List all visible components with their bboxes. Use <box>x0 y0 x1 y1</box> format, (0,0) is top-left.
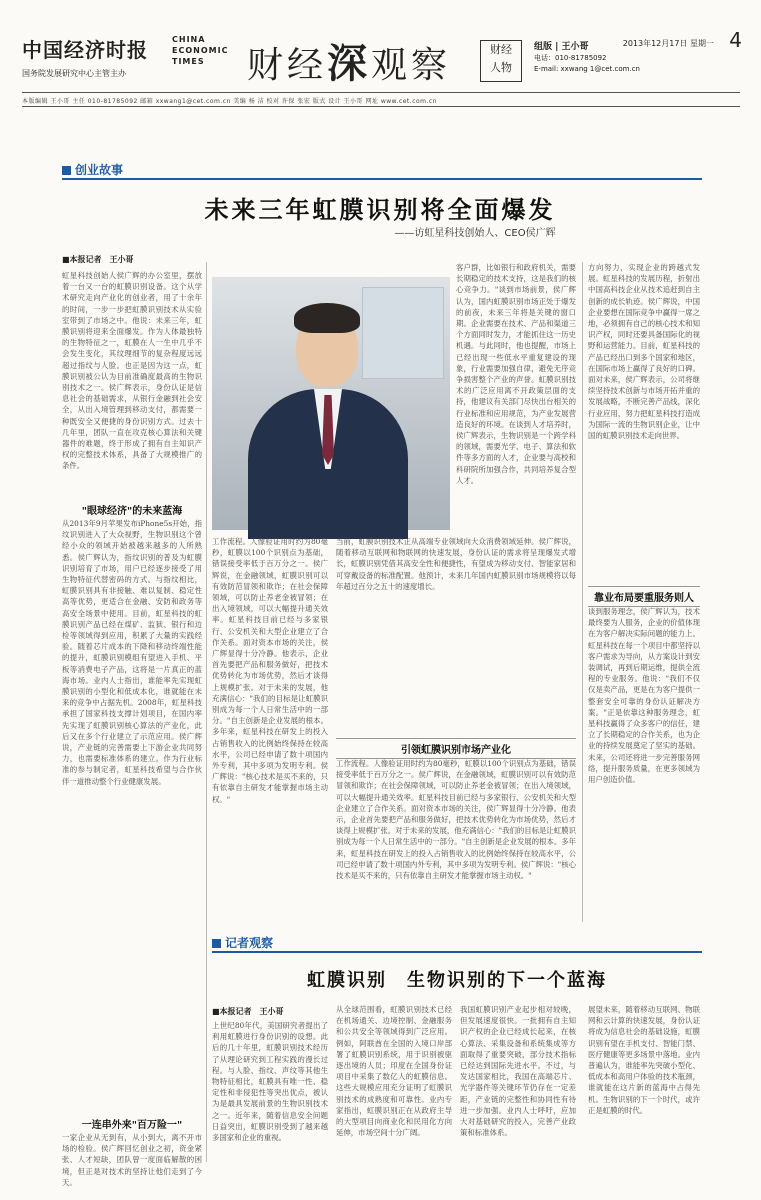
paper-english-name <box>172 34 252 67</box>
interviewee-photo <box>212 277 450 530</box>
story1-column-4b: 谈到服务理念，侯广辉认为，技术最终要为人服务，企业的价值体现在为客户解决实际问题的能力上。虹星科技在每一个项目中都坚持以客户需求为导向，从方案设计到安装调试，再到后期运维，提供全流程的专业服务。他说："我们不仅仅是卖产品，更是在为客户提供一整套安全可靠的身份认证解决方案。"正是依靠这种服务理念，虹星科技赢得了众多客户的信任，建立了长期稳定的合作关系，也为企业的持续发展奠定了坚实的基础。未来，公司还将进一步完善服务网络，提升服务质量，在更多领域为用户创造价值。 <box>588 607 700 785</box>
story1-subheading-2: 一连串外来"百万险一" <box>81 1120 183 1131</box>
story1-headline: 未来三年虹膜识别将全面爆发 <box>204 195 556 224</box>
story1-column-3-bottom: 工作流程。人像验证用时约为80毫秒，虹膜以100个识别点为基础，错误接受率低于百万分之一。侯广辉说，在金融领域，虹膜识别可以有效防范冒领和欺诈；在社会保障领域，可以防止养老金被冒领；在出入境领域，可以大幅提升通关效率。虹星科技目前已经与多家银行、公安机关和大型企业建立了合作关系。面对资本市场的关注，侯广辉显得十分冷静。他表示，企业首先要把产品和服务做好，把技术优势转化为市场优势，然后才谈得上规模扩张。对于未来的发展，他充满信心："我们的目标是让虹膜识别成为每一个人日常生活中的一部分。"自主创新是企业发展的根本。多年来，虹星科技在研发上的投入占销售收入的比例始终保持在较高水平，公司已经申请了数十项国内外专利，其中多项为发明专利。侯广辉说："核心技术是买不来的，只有依靠自主研发才能掌握市场主动权。" <box>336 759 576 881</box>
column-divider <box>206 262 207 1162</box>
paper-en-line-3: TIMES <box>172 57 205 66</box>
square-icon <box>212 939 221 948</box>
story2-headline: 虹膜识别 生物识别的下一个蓝海 <box>307 970 607 991</box>
story1-byline: ■本报记者 王小哥 <box>62 255 134 264</box>
section-title-highlight: 深 <box>327 40 372 87</box>
story2-column-label <box>212 934 273 951</box>
square-icon <box>62 166 71 175</box>
paper-en-line-1: CHINA <box>172 35 206 44</box>
story1-column-2: 工作流程。人像验证用时约为80毫秒，虹膜以100个识别点为基础，错误接受率低于百万分之一。侯广辉说，在金融领域，虹膜识别可以有效防范冒领和欺诈；在社会保障领域，可以防止养老金被冒领；在出入境领域，可以大幅提升通关效率。虹星科技目前已经与多家银行、公安机关和大型企业建立了合作关系。面对资本市场的关注，侯广辉显得十分冷静。他表示，企业首先要把产品和服务做好，把技术优势转化为市场优势，然后才谈得上规模扩张。对于未来的发展，他充满信心："我们的目标是让虹膜识别成为每一个人日常生活中的一部分。"自主创新是企业发展的根本。多年来，虹星科技在研发上的投入占销售收入的比例始终保持在较高水平，公司已经申请了数十项国内外专利，其中多项为发明专利。侯广辉说："核心技术是买不来的，只有依靠自主研发才能掌握市场主动权。" <box>212 537 328 804</box>
contact-strip: 本版编辑 王小哥 主任 010-81785092 邮箱 xxwang1@cet.com.cn 美编 杨 洁 校对 许保 张宏 版式 设计 王小哥 网址 www.cet.com.cn <box>22 98 438 105</box>
story1-column-label <box>62 161 123 178</box>
contact-rule <box>22 106 740 107</box>
story1-subheading-4: 靠业布局要重服务则人 <box>588 586 700 607</box>
story1-column-1a: 虹星科技创始人侯广辉的办公室里，摆放着一台又一台的虹膜识别设备。这个从学术研究走向产业化的创业者，用了十余年的时间，一步一步把虹膜识别技术从实验室带到了市场之中。他说：未来三年，虹膜识别将迎来全面爆发。作为人体最独特的生物特征之一，虹膜在人一生中几乎不会发生变化，其纹理细节的复杂程度远远超过指纹与人脸。也正是因为这一点，虹膜识别被公认为目前准确度最高的生物识别技术之一。侯广辉表示，身份认证是信息社会的基础需求，从银行金融到社会安全，从出入境管理到移动支付，都需要一种既安全又便捷的身份识别方式。过去十几年里，团队一直在攻克核心算法和关键器件的难题，终于形成了拥有自主知识产权的完整技术体系，具备了大规模推广的条件。 <box>62 271 202 471</box>
story1-column-1c: 一家企业从无到有，从小到大，离不开市场的检验。侯广辉回忆创业之初，资金紧张、人才短缺，团队曾一度面临解散的困境，但正是对技术的坚持让他们走到了今天。 <box>62 1133 202 1187</box>
section-title-part-2: 观察 <box>371 45 452 86</box>
editor-email: E-mail: xxwang 1@cet.com.cn <box>534 65 640 73</box>
story2-label-rule <box>212 951 702 953</box>
story1-subheading-3: 引领虹膜识别市场产业化 <box>336 738 576 759</box>
paper-en-line-2: ECONOMIC <box>172 46 229 55</box>
section-title-part-1: 财经 <box>247 45 328 86</box>
editor-name: 组版 | 王小哥 <box>534 42 589 52</box>
photo-hair <box>294 303 360 333</box>
section-badge <box>480 40 522 82</box>
story1-label-text: 创业故事 <box>75 163 124 177</box>
story2-byline: ■本报记者 王小哥 <box>212 1007 284 1016</box>
story2-column-2: 从全球范围看，虹膜识别技术已经在机场通关、边境控制、金融服务和公共安全等领域得到广泛应用。例如，阿联酋在全国的入境口岸部署了虹膜识别系统，用于识别被驱逐出境的人员；印度在全国身份证项目中采集了数亿人的虹膜信息。这些大规模应用充分证明了虹膜识别技术的成熟度和可靠性。业内专家指出，虹膜识别正在从政府主导的大型项目向商业化和民用化方向延伸，市场空间十分广阔。 <box>336 1005 452 1138</box>
story2-column-3: 我国虹膜识别产业起步相对较晚，但发展速度很快。一批拥有自主知识产权的企业已经成长起来，在核心算法、采集设备和系统集成等方面取得了重要突破，部分技术指标已经达到国际先进水平。不过，与发达国家相比，我国在高端芯片、光学器件等关键环节仍存在一定差距，产业链的完整性和协同性有待进一步加强。业内人士呼吁，应加大对基础研究的投入，完善产业政策和标准体系。 <box>460 1005 576 1138</box>
story2-column-1: 上世纪80年代，美国研究者提出了利用虹膜进行身份识别的设想。此后的几十年里，虹膜识别技术经历了从理论研究到工程实践的漫长过程。与人脸、指纹、声纹等其他生物特征相比，虹膜具有唯一性、稳定性和非侵犯性等突出优点，被认为是最具发展前景的生物识别技术之一。近年来，随着信息安全问题日益突出，虹膜识别受到了越来越多国家和企业的重视。 <box>212 1021 328 1143</box>
section-title <box>247 32 451 89</box>
page-number: 4 <box>729 28 742 52</box>
story1-column-4: 方向努力，实现企业的跨越式发展。虹星科技的发展历程，折射出中国高科技企业从技术追赶到自主创新的成长轨迹。侯广辉说，中国企业要想在国际竞争中赢得一席之地，必须拥有自己的核心技术和知识产权，同时还要具备国际化的视野和运营能力。目前，虹星科技的产品已经出口到多个国家和地区，在国际市场上赢得了良好的口碑。面对未来，侯广辉表示，公司将继续坚持技术创新与市场开拓并重的发展战略，不断完善产品线，深化行业应用，努力把虹星科技打造成为国际一流的生物识别企业，让中国的虹膜识别技术走向世界。 <box>588 263 700 441</box>
story2-label-text: 记者观察 <box>225 936 274 950</box>
story2-column-4: 展望未来，随着移动互联网、物联网和云计算的快速发展，身份认证将成为信息社会的基础设施，虹膜识别有望在手机支付、智能门禁、医疗健康等更多场景中落地。业内普遍认为，谁能率先突破小型化、低成本和高用户体验的技术瓶颈，谁就能在这片新的蓝海中占得先机。生物识别的下一个时代，或许正是虹膜的时代。 <box>588 1005 700 1115</box>
badge-line-1: 财经 <box>490 43 512 56</box>
story1-label-rule <box>62 178 702 180</box>
column-divider <box>582 262 583 922</box>
story1-column-1b: 从2013年9月苹果发布iPhone5s开始，指纹识别进入了大众视野，生物识别这个曾经小众的领域开始被越来越多的人所熟悉。侯广辉认为，指纹识别的普及为虹膜识别培育了市场，用户已经逐步接受了用生物特征代替密码的方式。与指纹相比，虹膜识别具有非接触、难以复制、稳定性高等优势，更适合在金融、安防和政务等高安全场景中使用。目前，虹星科技的虹膜识别产品已经在煤矿、监狱、银行和边检等领域得到应用，积累了大量的实践经验。随着芯片成本的下降和移动终端性能的提升，虹膜识别模组有望进入手机、平板等消费电子产品，这将是一片真正的蓝海市场。业内人士指出，谁能率先实现虹膜识别的小型化和低成本化，谁就能在未来的竞争中占据先机。2008年，虹星科技承担了国家科技支撑计划项目，在国内率先实现了虹膜识别核心算法的产业化，此后又在多个行业建立了示范应用。侯广辉说，产业链的完善需要上下游企业共同努力，也需要标准体系的建立。作为行业标准的参与制定者，虹星科技希望与合作伙伴一道推动整个行业健康发展。 <box>62 519 202 786</box>
story1-subheading-1: "眼球经济"的未来蓝海 <box>81 506 183 517</box>
photo-background <box>362 287 444 379</box>
issue-date: 2013年12月17日 星期一 <box>622 39 714 48</box>
masthead-rule <box>22 92 740 93</box>
badge-line-2: 人物 <box>490 61 512 74</box>
story1-subhead: ——访虹星科技创始人、CEO侯广辉 <box>394 228 556 239</box>
paper-name: 中国经济时报 <box>22 38 148 62</box>
story1-column-3: 当前，虹膜识别技术正从高端专业领域向大众消费领域延伸。侯广辉说，随着移动互联网和物联网的快速发展，身份认证的需求将呈现爆发式增长，虹膜识别凭借其高安全性和便捷性，有望成为移动支付、智能家居和可穿戴设备的标准配置。他预计，未来几年国内虹膜识别市场规模将以每年超过百分之五十的速度增长。 <box>336 537 576 591</box>
editor-phone: 电话：010-81785092 <box>534 54 607 62</box>
paper-subtitle: 国务院发展研究中心主管主办 <box>22 69 126 78</box>
masthead <box>22 28 742 90</box>
story1-column-3-top: 客户群，比如银行和政府机关，需要长期稳定的技术支持，这是我们的核心竞争力。"谈到市场前景，侯广辉认为，国内虹膜识别市场正处于爆发的前夜，未来三年将是关键的窗口期。企业需要在技术、产品和渠道三个方面同时发力，才能抓住这一历史机遇。与此同时，他也提醒，市场上已经出现一些低水平重复建设的现象，行业需要加强自律，避免无序竞争损害整个产业的声誉。虹膜识别技术的广泛应用离不开政策层面的支持，他建议有关部门尽快出台相关的行业标准和应用规范，为产业发展营造良好的环境。在谈到人才培养时，侯广辉表示，生物识别是一个跨学科的领域，需要光学、电子、算法和软件等多方面的人才，企业要与高校和科研院所加强合作，共同培养复合型人才。 <box>456 263 576 485</box>
